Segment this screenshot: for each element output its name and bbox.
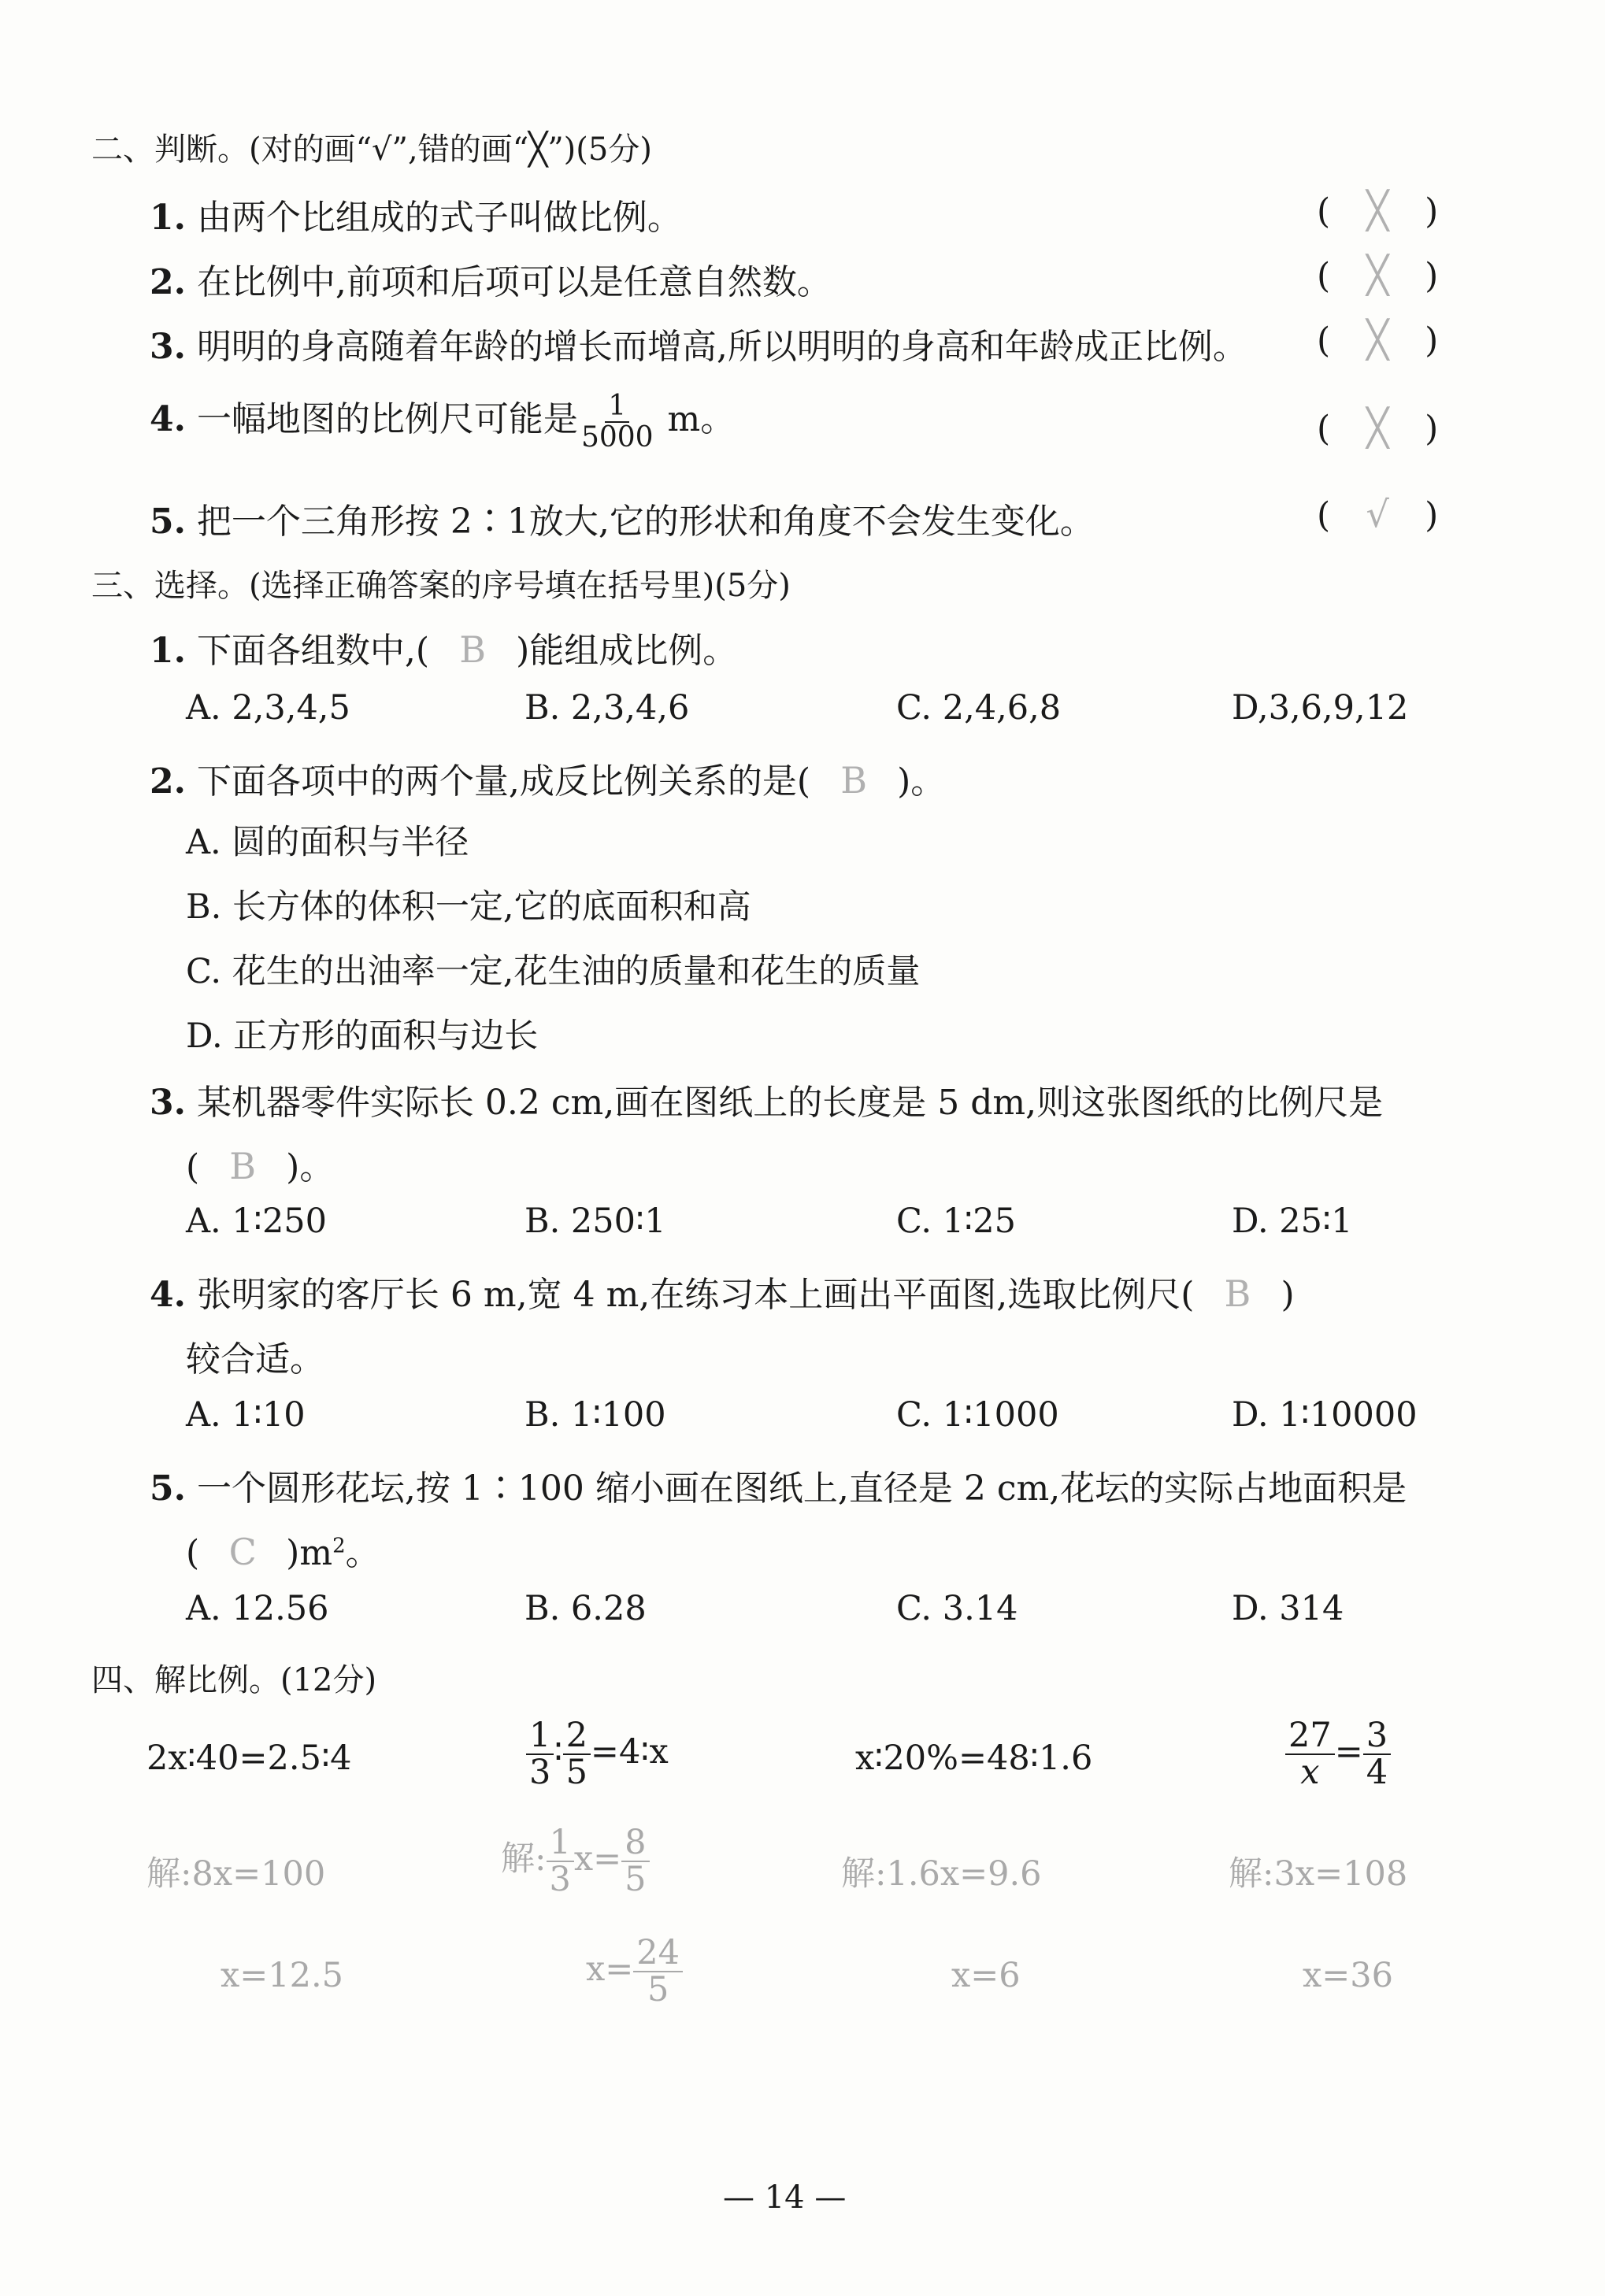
item-number: 5. xyxy=(150,502,186,542)
item-number: 2. xyxy=(150,761,186,802)
option-b: B. 2,3,4,6 xyxy=(524,688,690,728)
item-text: 一幅地图的比例尺可能是 xyxy=(196,399,578,439)
option-b: B. 250∶1 xyxy=(524,1202,666,1241)
choice-question-3 xyxy=(150,1074,1383,1124)
proportion-problem-1: 2x∶40=2.5∶4 xyxy=(146,1739,352,1778)
proportion-problem-3: x∶20%=48∶1.6 xyxy=(855,1739,1093,1778)
fraction xyxy=(1363,1718,1391,1791)
answer-paren-4: ( ╳ ) xyxy=(1317,406,1439,449)
item-number: 5. xyxy=(150,1468,186,1509)
answer-mark: √ xyxy=(1366,493,1389,535)
option-d: D. 正方形的面积与边长 xyxy=(186,1017,539,1056)
answer-paren-1: ( ╳ ) xyxy=(1317,189,1439,231)
section-title-solve: 四、解比例。(12分) xyxy=(91,1662,377,1698)
fraction xyxy=(547,1825,574,1898)
judgment-item-3 xyxy=(150,318,1247,368)
solution-step-4: 解:3x=108 xyxy=(1229,1854,1408,1894)
option-c: C. 1∶25 xyxy=(896,1202,1016,1241)
answer-letter: B xyxy=(459,628,486,671)
fraction-denominator: x xyxy=(1300,1753,1320,1793)
answer-letter: B xyxy=(1224,1272,1251,1315)
choice-question-5-answer xyxy=(186,1524,380,1575)
paren-open: ( xyxy=(186,1147,200,1187)
solution-result-2 xyxy=(586,1935,683,2008)
fraction-denominator: 5 xyxy=(625,1860,647,1900)
fraction-numerator: 2 xyxy=(563,1718,591,1755)
option-d: D,3,6,9,12 xyxy=(1232,688,1409,728)
choice-question-4 xyxy=(150,1266,1295,1316)
option-a: A. 12.56 xyxy=(186,1589,329,1628)
fraction-numerator: 1 xyxy=(526,1718,554,1755)
option-a: A. 1∶10 xyxy=(186,1395,306,1435)
question-text: 张明家的客厅长 6 m,宽 4 m,在练习本上画出平面图,选取比例尺( xyxy=(196,1275,1195,1315)
judgment-item-1 xyxy=(150,189,682,239)
option-c: C. 1∶1000 xyxy=(896,1395,1059,1435)
option-c: C. 3.14 xyxy=(896,1589,1018,1628)
item-text: 在比例中,前项和后项可以是任意自然数。 xyxy=(196,262,832,302)
solution-result-4: x=36 xyxy=(1303,1956,1393,1995)
paren-open: ( xyxy=(186,1533,200,1573)
fraction xyxy=(578,391,657,453)
item-number: 1. xyxy=(150,631,186,671)
fraction xyxy=(526,1718,554,1791)
paren-close: ) xyxy=(1281,1275,1295,1315)
option-d: D. 314 xyxy=(1232,1589,1344,1628)
answer-mark: ╳ xyxy=(1366,406,1389,449)
choice-question-1 xyxy=(150,622,737,672)
answer-mark: ╳ xyxy=(1366,318,1389,361)
unit-exponent: 2 xyxy=(332,1534,346,1558)
item-text-after: m。 xyxy=(656,399,736,439)
item-number: 3. xyxy=(150,327,186,367)
item-text: 把一个三角形按 2∶1放大,它的形状和角度不会发生变化。 xyxy=(196,502,1095,542)
fraction-numerator: 27 xyxy=(1285,1718,1335,1755)
section-title-choice: 三、选择。(选择正确答案的序号填在括号里)(5分) xyxy=(91,568,791,604)
paren-close: )。 xyxy=(286,1147,335,1187)
fraction-denominator: 5 xyxy=(565,1753,588,1793)
item-text: 由两个比组成的式子叫做比例。 xyxy=(196,198,682,238)
option-b: B. 1∶100 xyxy=(524,1395,666,1435)
proportion-problem-4 xyxy=(1285,1718,1391,1791)
answer-letter: B xyxy=(840,759,867,802)
fraction-numerator: 24 xyxy=(633,1935,683,1972)
fraction xyxy=(633,1935,683,2008)
item-number: 4. xyxy=(150,1275,186,1315)
fraction-numerator: 3 xyxy=(1363,1718,1391,1755)
item-number: 4. xyxy=(150,399,186,439)
choice-question-4-line2: 较合适。 xyxy=(186,1339,324,1379)
ratio-colon: ∶ xyxy=(554,1732,563,1772)
question-text-after: )。 xyxy=(897,761,946,802)
page-number: — 14 — xyxy=(723,2179,847,2216)
choice-question-3-answer xyxy=(186,1139,334,1189)
solution-step-2 xyxy=(501,1825,650,1898)
option-c: C. 2,4,6,8 xyxy=(896,688,1062,728)
fraction-denominator: 4 xyxy=(1366,1753,1388,1793)
option-a: A. 圆的面积与半径 xyxy=(186,823,469,862)
fraction-denominator: 5 xyxy=(647,1970,669,2010)
option-b: B. 6.28 xyxy=(524,1589,647,1628)
section-title-judgment: 二、判断。(对的画“√”,错的画“╳”)(5分) xyxy=(91,131,652,168)
item-number: 2. xyxy=(150,262,186,302)
answer-mark: ╳ xyxy=(1366,254,1389,296)
solution-result-1: x=12.5 xyxy=(221,1956,344,1995)
question-text: 下面各组数中,( xyxy=(196,631,430,671)
question-text: 下面各项中的两个量,成反比例关系的是( xyxy=(196,761,811,802)
answer-mark: ╳ xyxy=(1366,189,1389,231)
answer-paren-5: ( √ ) xyxy=(1317,493,1439,535)
fraction-denominator: 5000 xyxy=(580,420,654,454)
solution-middle: x= xyxy=(573,1839,622,1879)
choice-question-2 xyxy=(150,753,945,803)
fraction-numerator: 8 xyxy=(621,1825,649,1862)
question-text: 某机器零件实际长 0.2 cm,画在图纸上的长度是 5 dm,则这张图纸的比例尺是 xyxy=(196,1083,1384,1123)
answer-letter: B xyxy=(229,1145,257,1187)
period: 。 xyxy=(345,1533,380,1573)
fraction-numerator: 1 xyxy=(547,1825,574,1862)
answer-paren-3: ( ╳ ) xyxy=(1317,318,1439,361)
answer-paren-2: ( ╳ ) xyxy=(1317,254,1439,296)
fraction-numerator: 1 xyxy=(605,391,629,423)
fraction xyxy=(1285,1718,1335,1791)
solution-step-1: 解:8x=100 xyxy=(146,1854,326,1894)
judgment-item-4 xyxy=(150,391,735,452)
fraction xyxy=(563,1718,591,1791)
answer-letter: C xyxy=(228,1531,257,1573)
option-b: B. 长方体的体积一定,它的底面积和高 xyxy=(186,887,751,927)
question-text-after: )能组成比例。 xyxy=(516,631,738,671)
unit-text: )m xyxy=(286,1533,333,1573)
equals-sign: = xyxy=(1334,1732,1363,1772)
fraction-denominator: 3 xyxy=(549,1860,571,1900)
option-d: D. 1∶10000 xyxy=(1232,1395,1418,1435)
item-text: 明明的身高随着年龄的增长而增高,所以明明的身高和年龄成正比例。 xyxy=(196,327,1247,367)
option-a: A. 1∶250 xyxy=(186,1202,328,1241)
proportion-problem-2 xyxy=(526,1718,669,1791)
result-prefix: x= xyxy=(586,1950,634,1990)
item-number: 1. xyxy=(150,198,186,238)
equation-rest: =4∶x xyxy=(590,1732,669,1772)
choice-question-5 xyxy=(150,1460,1407,1510)
solution-step-3: 解:1.6x=9.6 xyxy=(841,1854,1042,1894)
judgment-item-2 xyxy=(150,254,832,304)
solution-prefix: 解: xyxy=(501,1839,547,1879)
judgment-item-5 xyxy=(150,493,1095,543)
solution-result-3: x=6 xyxy=(951,1956,1021,1995)
question-text: 一个圆形花坛,按 1∶100 缩小画在图纸上,直径是 2 cm,花坛的实际占地面积是 xyxy=(196,1468,1407,1509)
item-number: 3. xyxy=(150,1083,186,1123)
fraction xyxy=(621,1825,649,1898)
option-d: D. 25∶1 xyxy=(1232,1202,1353,1241)
option-c: C. 花生的出油率一定,花生油的质量和花生的质量 xyxy=(186,952,921,991)
fraction-denominator: 3 xyxy=(529,1753,551,1793)
option-a: A. 2,3,4,5 xyxy=(186,688,350,728)
